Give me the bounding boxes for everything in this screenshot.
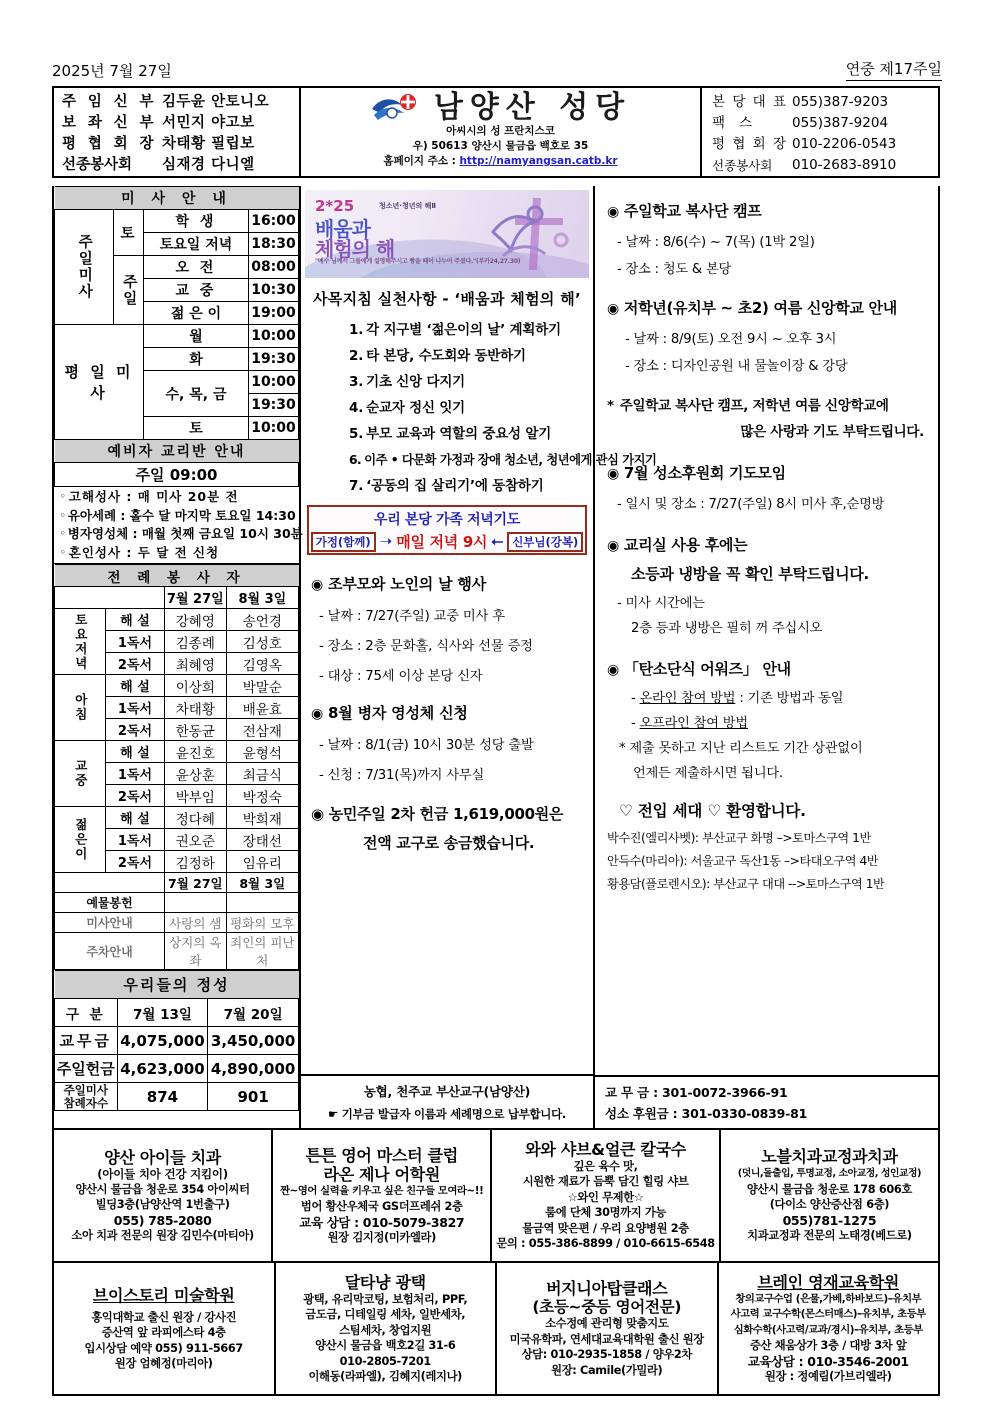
- ad-line: 치과교정과 전문의 노태경(베드로): [747, 1229, 912, 1243]
- contact-value: 010-2206-0543: [792, 136, 897, 152]
- offering-value: [165, 893, 227, 913]
- farmers-offering-line1: ◉ 농민주일 2차 헌금 1,619,000원은: [311, 805, 564, 823]
- right-footer: [595, 1075, 938, 1128]
- bullet-icon: ◉: [311, 706, 324, 722]
- contact-value: 055)387-9204: [792, 115, 889, 131]
- church-patron: 아씨시의 성 프란치스코: [446, 125, 555, 137]
- ad-title: 달타냥 광택: [344, 1272, 426, 1292]
- donation-value: 3,450,000: [208, 1027, 299, 1055]
- account-line: 교 무 금 : 301-0072-3966-91: [605, 1085, 788, 1100]
- volunteer-name: 박말순: [226, 675, 298, 697]
- announcement-line: - 장소 : 2층 문화홀, 식사와 선물 증정: [319, 639, 533, 654]
- volunteer-role: 2독서: [106, 851, 165, 873]
- mass-name: 화: [144, 348, 249, 371]
- ad-card[interactable]: [273, 1130, 492, 1261]
- bullet-icon: ◉: [311, 577, 324, 593]
- evening-prayer-title: 우리 본당 가족 저녁기도: [374, 512, 520, 528]
- ad-line: 범어 황산우체국 GS더프레쉬 2층: [300, 1200, 463, 1213]
- volunteers-band: 전 례 봉 사 자: [55, 565, 299, 587]
- guideline-item: 4. 순교자 정신 잇기: [349, 400, 466, 416]
- ad-line: 양산시 물금읍 백호2길 31-6: [315, 1339, 456, 1352]
- mass-time: 18:30: [249, 233, 299, 256]
- donation-value: 4,075,000: [117, 1027, 208, 1055]
- volunteer-role: 해 설: [106, 609, 165, 631]
- offering-value: [226, 893, 298, 913]
- ad-subtitle: (아이들 치아 건강 지킴이): [97, 1166, 228, 1181]
- poster-year-subtitle: 청소년·청년의 해Ⅱ: [379, 202, 437, 210]
- arrow-right-icon: ➝: [379, 532, 393, 550]
- ad-line: 물금역 맞은편 / 우리 요양병원 2층: [522, 1221, 689, 1235]
- announcement-title: ◉ 주일학교 복사단 캠프: [607, 202, 762, 220]
- mass-schedule-band: 미 사 안 내: [55, 187, 299, 210]
- bank-name: 농협, 천주교 부산교구(남양산): [363, 1084, 531, 1099]
- account-line: 성소 후원금 : 301-0330-0839-81: [605, 1106, 808, 1121]
- donations-label-header: 구 분: [55, 999, 118, 1027]
- volunteer-role: 2독서: [106, 719, 165, 741]
- clergy-row: 보 좌 신 부 서민지 야고보: [62, 113, 299, 134]
- ad-card[interactable]: [276, 1263, 498, 1394]
- ad-line: 짠~영어 실력을 키우고 싶은 친구들 모여라~!!: [280, 1184, 484, 1197]
- ad-phone: 상담: 010-2935-1858 / 양우2차: [521, 1348, 692, 1361]
- volunteer-role: 해 설: [106, 807, 165, 829]
- right-column: [595, 186, 938, 1128]
- clergy-row: 주 임 신 부 김두윤 안토니오: [62, 92, 299, 113]
- volunteer-name: 송언경: [226, 609, 298, 631]
- volunteer-role: 1독서: [106, 763, 165, 785]
- farmers-offering-line2: 전액 교구로 송금했습니다.: [363, 834, 535, 852]
- evening-prayer-box: [307, 505, 587, 555]
- sacrament-note: ◦ 고해성사 : 매 미사 20분 전: [60, 489, 239, 504]
- ad-line: 심화수학(사고력/교과/경시)–유치부, 초등부: [733, 1323, 923, 1336]
- catechumen-time: 주일 09:00: [55, 463, 299, 487]
- contact-row: 평 협 회 장 010-2206-0543: [712, 134, 938, 155]
- sunday-mass-group: 주일미사: [55, 210, 114, 325]
- announcement-title: ◉ 교리실 사용 후에는: [607, 536, 748, 554]
- volunteer-name: 정다혜: [165, 807, 227, 829]
- weekday-mass-group: 평 일 미 사: [55, 325, 144, 440]
- poster-line1: 배움과: [315, 217, 370, 241]
- volunteer-name: 김종례: [165, 631, 227, 653]
- right-announcements: [595, 186, 938, 892]
- ad-line: 양산시 물금읍 청운로 354 아이씨터: [75, 1182, 250, 1196]
- mass-time: 19:30: [249, 394, 299, 417]
- volunteer-name: 한동균: [165, 719, 227, 741]
- ad-line: 양산시 물금읍 청운로 178 606호: [746, 1182, 912, 1196]
- church-address: 우) 50613 양산시 물금읍 백호로 35: [412, 140, 589, 152]
- catechumen-band: 예비자 교리반 안내: [55, 440, 299, 463]
- mass-name: 토요일 저녁: [144, 233, 249, 256]
- ad-card[interactable]: [719, 1263, 939, 1394]
- ad-title: 와와 샤브&얼큰 칼국수: [525, 1139, 686, 1159]
- ad-line: 이해동(라파엘), 김혜지(레지나): [308, 1370, 463, 1383]
- volunteers-col1-header: 7월 27일: [165, 587, 227, 609]
- left-column: [54, 186, 301, 1128]
- advertisements: [52, 1130, 940, 1396]
- ad-line: 원장 엄혜정(마리아): [114, 1357, 213, 1370]
- volunteer-name: 최혜영: [165, 653, 227, 675]
- bullet-icon: ◉: [607, 204, 619, 220]
- clergy-row: 평 협 회 장 차태황 필립보: [62, 134, 299, 155]
- volunteer-group: 아침: [55, 675, 106, 741]
- ad-phone: 010-2805-7201: [339, 1354, 431, 1368]
- volunteers-col2-header: 8월 3일: [226, 587, 298, 609]
- guideline-item: 6. 이주 • 다문화 가정과 장애 청소년, 청년에게 관심 가지기: [349, 453, 657, 467]
- guidelines-title: 사목지침 실천사항 - ‘배움과 체험의 해’: [313, 290, 581, 308]
- announcement-line: - 미사 시간에는: [617, 596, 705, 611]
- ad-line: 소아 치과 전문의 원장 김민수(마티아): [71, 1229, 254, 1242]
- offering-value: 사랑의 샘: [165, 913, 227, 933]
- newcomer-row: 박수진(엘리사벳): 부산교구 화명 –>토마스구역 1반: [607, 831, 871, 845]
- offering-value: 상지의 옥좌: [165, 933, 227, 970]
- offering-col2-header: 8월 3일: [226, 873, 298, 893]
- ad-line: 원장: Camile(가밀라): [551, 1363, 663, 1377]
- camp-request-note-line1: * 주일학교 복사단 캠프, 저학년 여름 신앙학교에: [607, 398, 889, 414]
- clergy-name: 김두윤 안토니오: [162, 94, 270, 110]
- donation-value: 4,890,000: [208, 1055, 299, 1083]
- bullet-icon: ◉: [607, 538, 619, 554]
- volunteer-name: 윤진호: [165, 741, 227, 763]
- evening-prayer-right-tag: 신부님(강복): [507, 532, 583, 552]
- volunteer-name: 최금식: [226, 763, 298, 785]
- ad-title: 브이스토리 미술학원: [92, 1285, 235, 1305]
- clergy-row: [62, 155, 299, 176]
- volunteer-name: 배윤효: [226, 697, 298, 719]
- volunteer-name: 김성호: [226, 631, 298, 653]
- offering-value: 평화의 모후: [226, 913, 298, 933]
- ad-line: 빌딩3층(남양산역 1번출구): [95, 1198, 230, 1211]
- dateline: [52, 58, 942, 81]
- volunteer-group: 젊은이: [55, 807, 106, 873]
- bullet-icon: ◉: [607, 662, 619, 678]
- donation-value: 4,623,000: [117, 1055, 208, 1083]
- offering-label: 주차안내: [55, 933, 165, 970]
- volunteer-name: 박부임: [165, 785, 227, 807]
- guideline-item: 7. ‘공동의 집 살리기’에 동참하기: [349, 478, 544, 494]
- offering-label: 예물봉헌: [55, 893, 165, 913]
- church-name: 남양산 성당: [433, 90, 632, 125]
- carbon-note-line1: * 제출 못하고 지난 리스트도 기간 상관없이: [619, 741, 863, 756]
- church-identity: [301, 88, 702, 176]
- camp-request-note-line2: 많은 사랑과 기도 부탁드립니다.: [740, 424, 924, 440]
- announcement-line: 2층 등과 냉방은 필히 꺼 주십시오: [631, 621, 823, 636]
- ad-line: 증산역 앞 라피에스타 4층: [101, 1326, 226, 1339]
- donations-band: 우리들의 정성: [55, 971, 299, 999]
- announcement-line: - 날짜 : 8/1(금) 10시 30분 성당 출발: [319, 738, 534, 753]
- donation-value: 874: [117, 1083, 208, 1111]
- ad-title: 노블치과교정과치과: [761, 1147, 898, 1167]
- evening-prayer-time: 매일 저녁 9시: [396, 533, 488, 551]
- ad-phone: 055)781-1275: [782, 1212, 877, 1228]
- newcomer-row: 황용담(플로렌시오): 부산교구 대대 -->토마스구역 1반: [607, 877, 885, 891]
- volunteer-name: 박희재: [226, 807, 298, 829]
- volunteer-name: 박정숙: [226, 785, 298, 807]
- ad-line: ☆와인 무제한☆: [567, 1190, 644, 1204]
- carbon-online-line: - 온라인 참여 방법 : 기존 방법과 동일: [631, 691, 844, 706]
- contact-label: 선종봉사회: [712, 158, 773, 173]
- clergy-name: 차태황 필립보: [162, 136, 255, 152]
- ad-line: 시원한 재료가 듬뿍 담긴 힐링 샤브: [522, 1175, 689, 1188]
- middle-column: [301, 186, 657, 1128]
- volunteer-role: 2독서: [106, 785, 165, 807]
- ad-line: 소수정예 관리형 맞춤지도: [545, 1317, 669, 1330]
- contact-row: [712, 155, 938, 176]
- ad-line: 룸에 단체 30명까지 가능: [545, 1206, 666, 1219]
- mass-name: 젊 은 이: [144, 302, 249, 325]
- contact-row: 본 당 대 표 055)387-9203: [712, 92, 938, 113]
- ad-subtitle: (덧니,돌출입, 투명교정, 소아교정, 성인교정): [737, 1168, 922, 1180]
- homepage-label: 홈페이지 주소 :: [383, 155, 460, 167]
- volunteer-name: 권오준: [165, 829, 227, 851]
- ad-subtitle: (초등~중등 영어전문): [532, 1298, 682, 1316]
- contact-value: 010-2683-8910: [792, 157, 897, 173]
- ad-row-top: [54, 1130, 938, 1263]
- ad-card[interactable]: [54, 1263, 276, 1394]
- guideline-item: 2. 타 본당, 수도회와 동반하기: [349, 348, 526, 364]
- volunteer-name: 김영옥: [226, 653, 298, 675]
- volunteer-role: 2독서: [106, 653, 165, 675]
- announcement-title: ◉ 조부모와 노인의 날 행사: [311, 575, 486, 593]
- evening-prayer-left-tag: 가정(함께): [311, 532, 376, 552]
- announcement-line: - 날짜 : 7/27(주일) 교중 미사 후: [319, 609, 505, 624]
- mass-name: 토: [144, 417, 249, 440]
- mass-time: 08:00: [249, 256, 299, 279]
- homepage-link[interactable]: http://namyangsan.catb.kr: [459, 155, 618, 167]
- donations-col2-header: 7월 20일: [208, 999, 299, 1027]
- classroom-note-emphasis: 소등과 냉방을 꼭 확인 부탁드립니다.: [631, 565, 869, 583]
- volunteer-name: 전삼재: [226, 719, 298, 741]
- ad-line: 스팀세차, 창업지원: [339, 1323, 432, 1337]
- volunteer-role: 1독서: [106, 697, 165, 719]
- clergy-name: 심재경 다니엘: [162, 157, 255, 173]
- donations-col1-header: 7월 13일: [117, 999, 208, 1027]
- mass-name: 수, 목, 금: [144, 371, 249, 417]
- mass-time: 19:00: [249, 302, 299, 325]
- announcement-title: ◉ 7월 성소후원회 기도모임: [607, 464, 786, 482]
- donation-label: 교무금: [55, 1027, 118, 1055]
- bulletin-header: [52, 86, 940, 178]
- mass-time: 19:30: [249, 348, 299, 371]
- ad-title: 버지니아탑클래스: [546, 1279, 668, 1298]
- contact-row: 팩스 055)387-9204: [712, 113, 938, 134]
- guidelines-list: [309, 317, 657, 499]
- asterisk-icon: *: [607, 398, 614, 414]
- mass-time: 10:00: [249, 417, 299, 440]
- volunteer-name: 이상희: [165, 675, 227, 697]
- volunteer-role: 1독서: [106, 631, 165, 653]
- bullet-icon: ◉: [607, 466, 619, 482]
- donation-label: 주일헌금: [55, 1055, 118, 1083]
- bullet-icon: ◉: [311, 805, 324, 823]
- middle-announcements: [311, 555, 593, 853]
- announcement-line: - 날짜 : 8/6(수) ~ 7(목) (1박 2일): [617, 235, 815, 250]
- middle-footer: [301, 1074, 593, 1128]
- announcement-line: - 신청 : 7/31(목)까지 사무실: [319, 768, 485, 783]
- donation-receipt-note: ☛ 기부금 발급자 이름과 세례명으로 납부합니다.: [328, 1107, 566, 1121]
- newcomer-row: 안득수(마리아): 서울교구 독산1동 –>타대오구역 4반: [607, 854, 879, 868]
- contact-list: [702, 88, 938, 176]
- church-logo-icon: [370, 93, 424, 123]
- ad-line: (다이소 양산증산점 6층): [769, 1198, 890, 1212]
- announcement-line: - 장소 : 청도 & 본당: [617, 262, 732, 277]
- church-homepage: [383, 153, 617, 168]
- ad-line: 광택, 유리막코팅, 보험처리, PPF,: [303, 1292, 468, 1306]
- ad-phone: 055) 785-2080: [113, 1212, 212, 1228]
- guideline-item: 1. 각 지구별 ‘젊은이의 날’ 계획하기: [349, 322, 561, 338]
- volunteer-group: 교중: [55, 741, 106, 807]
- volunteer-group: 토요저녁: [55, 609, 106, 675]
- mass-time: 10:00: [249, 325, 299, 348]
- announcement-title: ◉ 8월 병자 영성체 신청: [311, 704, 468, 722]
- ad-title-second: 라온 제나 어학원: [323, 1164, 441, 1184]
- sacrament-notes: [54, 487, 303, 564]
- volunteer-name: 강혜영: [165, 609, 227, 631]
- announcement-title: ◉ 저학년(유치부 ~ 초2) 여름 신앙학교 안내: [607, 299, 897, 317]
- ad-line: 창의교구수업 (은물,가베,하바보드)–유치부: [735, 1292, 922, 1305]
- mass-name: 오 전: [144, 256, 249, 279]
- mass-name: 월: [144, 325, 249, 348]
- offering-value: 죄인의 피난처: [226, 933, 298, 970]
- donations-table: [54, 970, 299, 1111]
- announcement-title: ◉ 「탄소단식 어워즈」 안내: [607, 660, 791, 678]
- ad-line: 원장 김지정(미카엘라): [327, 1231, 436, 1244]
- ad-phone: 교육상담 : 010-3546-2001: [747, 1353, 909, 1369]
- ad-phone: 입시상담 예약 055) 911-5667: [84, 1341, 243, 1355]
- volunteer-role: 1독서: [106, 829, 165, 851]
- volunteer-name: 윤상훈: [165, 763, 227, 785]
- bulletin-body: [52, 186, 940, 1130]
- bulletin-date: 2025년 7월 27일: [52, 62, 172, 80]
- guideline-item: 5. 부모 교육과 역할의 중요성 알기: [349, 426, 552, 442]
- mass-name: 학 생: [144, 210, 249, 233]
- mass-time: 10:00: [249, 371, 299, 394]
- announcement-line: - 일시 및 장소 : 7/27(주일) 8시 미사 후,순명방: [617, 497, 885, 512]
- announcement-line: - 대상 : 75세 이상 본당 신자: [319, 669, 483, 684]
- clergy-name: 서민지 야고보: [162, 115, 255, 131]
- volunteer-name: 임유리: [226, 851, 298, 873]
- liturgical-volunteers-table: [54, 564, 299, 970]
- ad-title: 튼튼 영어 마스터 클럽: [305, 1145, 458, 1165]
- announcement-line: - 장소 : 디자인공원 내 물놀이장 & 강당: [625, 359, 848, 374]
- ad-line: 깊은 육수 맛,: [573, 1159, 638, 1173]
- poster-year: 2*25: [315, 197, 355, 215]
- offering-label: 미사안내: [55, 913, 165, 933]
- volunteer-role: 해 설: [106, 741, 165, 763]
- announcement-line: - 날짜 : 8/9(토) 오전 9시 ~ 오후 3시: [625, 332, 837, 347]
- poster-quote: "예수 님께서 그들에게 설명해주시고 빵을 떼어 나누어 주셨다."(루카24,27.30): [315, 258, 521, 265]
- sacrament-note: ◦ 병자영성체 : 매월 첫째 금요일 10시 30분: [60, 526, 303, 541]
- arrow-left-icon: ⭠: [491, 532, 504, 550]
- sacrament-note: ◦ 유아세례 : 홀수 달 마지막 토요일 14:30: [60, 507, 296, 523]
- ad-card[interactable]: [497, 1263, 719, 1394]
- volunteer-name: 장태선: [226, 829, 298, 851]
- mass-time: 10:30: [249, 279, 299, 302]
- ad-phone: 교육 상담 : 010-5079-3827: [299, 1214, 465, 1230]
- volunteer-role: 해 설: [106, 675, 165, 697]
- ad-card[interactable]: [54, 1130, 273, 1261]
- sacrament-note: ◦ 혼인성사 : 두 달 전 신청: [60, 544, 220, 560]
- contact-value: 055)387-9203: [792, 94, 889, 110]
- ad-title: 양산 아이들 치과: [104, 1147, 221, 1167]
- newcomers-title: ♡ 전입 세대 ♡ 환영합니다.: [619, 802, 806, 820]
- ad-card[interactable]: [492, 1130, 720, 1261]
- donation-value: 901: [208, 1083, 299, 1111]
- ad-line: 원장 : 정예림(가브리엘라): [764, 1370, 892, 1383]
- ad-line: 증산 채움상가 3층 / 대방 3차 앞: [750, 1339, 907, 1352]
- donation-label: 주일미사 참례자수: [55, 1083, 118, 1111]
- clergy-list: [54, 88, 301, 176]
- ad-line: 홍익대학교 출신 원장 / 강사진: [91, 1310, 237, 1324]
- offering-col1-header: 7월 27일: [165, 873, 227, 893]
- ad-phone: 문의 : 055-386-8899 / 010-6615-6548: [496, 1237, 715, 1250]
- volunteer-name: 김정하: [165, 851, 227, 873]
- guideline-item: 3. 기초 신앙 다지기: [349, 374, 466, 390]
- liturgical-season: 연중 제17주일: [846, 58, 942, 81]
- ad-title: 브레인 영재교육학원: [757, 1272, 900, 1292]
- ad-line: 사고력 교구수학(몬스터매스)–유치부, 초등부: [730, 1308, 926, 1320]
- mass-schedule-table: [54, 186, 299, 487]
- ad-row-bottom: [54, 1263, 938, 1394]
- pastoral-year-poster: [305, 190, 589, 278]
- ad-line: 미국유학파, 연세대교육대학원 출신 원장: [509, 1332, 704, 1346]
- volunteer-name: 차태황: [165, 697, 227, 719]
- carbon-note-line2: 언제든 제출하시면 됩니다.: [633, 766, 783, 781]
- mass-time: 16:00: [249, 210, 299, 233]
- bullet-icon: ◉: [607, 301, 619, 317]
- saturday-label: 토: [114, 210, 144, 256]
- volunteer-name: 윤형석: [226, 741, 298, 763]
- mass-name: 교 중: [144, 279, 249, 302]
- poster-line2: 체험의 해: [315, 237, 395, 261]
- clergy-role: 선종봉사회: [62, 157, 133, 173]
- carbon-offline-line: - 오프라인 참여 방법: [631, 716, 748, 731]
- sunday-label: 주일: [114, 256, 144, 325]
- ad-line: 금도금, 디테일링 세차, 일반세차,: [305, 1308, 466, 1321]
- ad-card[interactable]: [721, 1130, 938, 1261]
